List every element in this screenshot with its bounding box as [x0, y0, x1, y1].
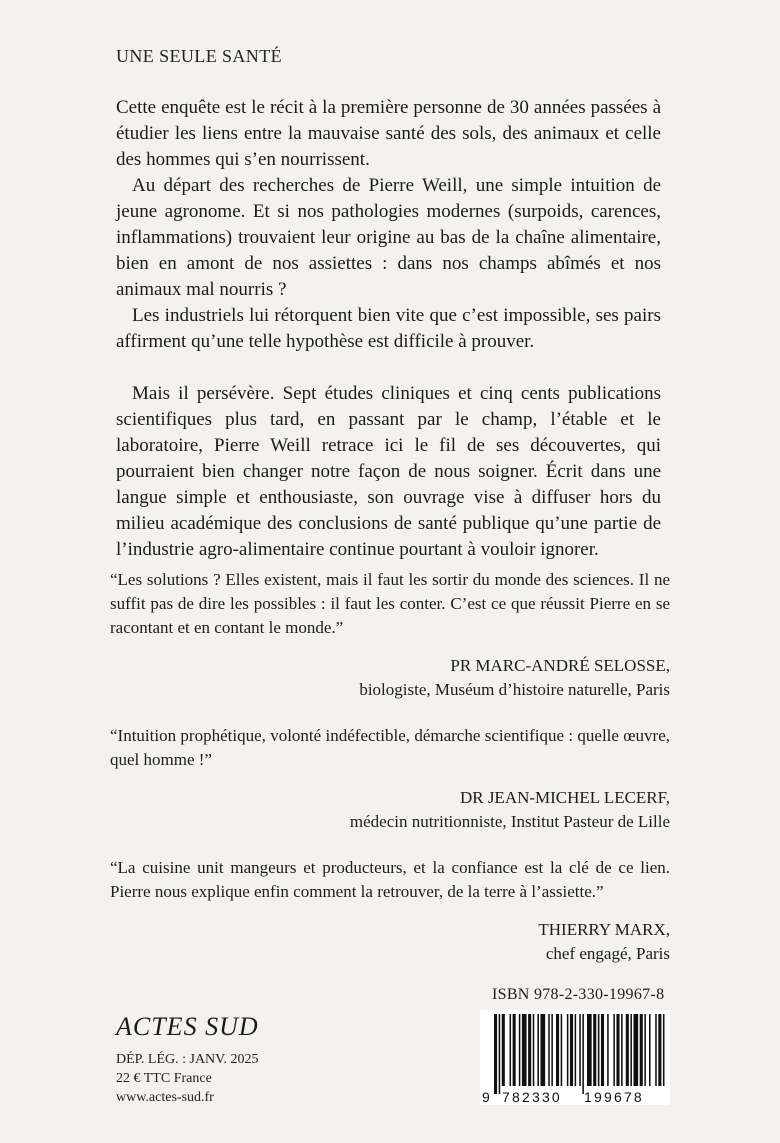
barcode-bar — [522, 1014, 527, 1086]
barcode-bar — [533, 1014, 535, 1086]
barcode-bar — [570, 1014, 573, 1086]
price: 22 € TTC France — [116, 1071, 212, 1086]
barcode-bar — [616, 1014, 619, 1086]
barcode-bar — [528, 1014, 531, 1086]
blurb-paragraph: Mais il persévère. Sept études cliniques et cinq cents publications scientifiques plus tard, en passant par le champ, l’étable et le laboratoire, Pierre Weill retrace ici le fil de ses découvertes, qui pourraient bien changer notre façon de nous soigner. Écrit dans une langue simple et enthousiaste, son ouvrage vise à diffuser hors du milieu académique des conclusions de santé publique qu’une partie de l’industrie agro-alimentaire continue pourtant à vouloir ignorer. — [116, 383, 661, 560]
barcode-bar — [593, 1014, 596, 1086]
endorsement-author: THIERRY MARX, — [538, 920, 670, 939]
endorsement — [110, 568, 670, 702]
publisher-logo: ACTES SUD — [116, 1012, 259, 1041]
barcode-bar — [613, 1014, 615, 1086]
barcode-bar — [556, 1014, 559, 1086]
barcode-bar — [537, 1014, 539, 1086]
barcode-bar — [510, 1014, 512, 1086]
endorsement-text: “Intuition prophétique, volonté indéfectible, démarche scientifique : quelle œuvre, quel homme !” — [110, 726, 670, 769]
endorsement-author: PR MARC-ANDRÉ SELOSSE, — [450, 656, 670, 675]
blurb-paragraph: Au départ des recherches de Pierre Weill, une simple intuition de jeune agronome. Et si nos pathologies modernes (surpoids, carences, inflammations) trouvaient leur origine au bas de la chaîne alimentaire, bien en amont de nos assiettes : dans nos champs abîmés et nos animaux mal nourris ? — [116, 175, 661, 300]
isbn-label: ISBN 978-2-330-19967-8 — [492, 986, 665, 1003]
barcode-bar — [513, 1014, 516, 1086]
barcode-bar — [649, 1014, 651, 1086]
barcode-bar — [640, 1014, 643, 1086]
barcode-bar — [626, 1014, 629, 1086]
imprint-info — [116, 1050, 258, 1107]
barcode-bar — [575, 1014, 577, 1086]
barcode-bar — [644, 1014, 646, 1086]
website-link[interactable]: www.actes-sud.fr — [116, 1090, 214, 1105]
barcode-digits-right: 199678 — [584, 1089, 644, 1105]
endorsement — [110, 856, 670, 966]
blurb — [116, 95, 661, 563]
barcode-bar — [561, 1014, 563, 1086]
barcode-graphic — [480, 1010, 670, 1105]
blurb-paragraph: Les industriels lui rétorquent bien vite que c’est impossible, ses pairs affirment qu’une telle hypothèse est difficile à prouver. — [116, 305, 661, 352]
barcode-bar — [499, 1014, 501, 1094]
barcode-bar — [630, 1014, 632, 1086]
barcode-bar — [621, 1014, 623, 1086]
barcode-bar — [551, 1014, 553, 1086]
barcode-bar — [658, 1014, 661, 1086]
barcode-bar — [663, 1014, 665, 1086]
barcode-bar — [601, 1014, 604, 1086]
barcode-bar — [567, 1014, 569, 1086]
barcode-digit-lead: 9 — [482, 1089, 490, 1105]
barcode-bar — [579, 1014, 581, 1086]
barcode-bar — [548, 1014, 550, 1086]
book-title: UNE SEULE SANTÉ — [116, 46, 282, 66]
barcode-bar — [607, 1014, 609, 1086]
barcode-bar — [541, 1014, 546, 1086]
barcode-bar — [598, 1014, 600, 1086]
endorsement-role: biologiste, Muséum d’histoire naturelle, Paris — [359, 680, 670, 699]
barcode-bar — [634, 1014, 639, 1086]
endorsement-text: “La cuisine unit mangeurs et producteurs, et la confiance est la clé de ce lien. Pierre nous explique enfin comment la retrouver, de la terre à l’assiette.” — [110, 858, 670, 901]
barcode-bar — [502, 1014, 505, 1086]
barcode-bar — [494, 1014, 497, 1094]
endorsements — [110, 568, 670, 988]
endorsement-role: médecin nutritionniste, Institut Pasteur de Lille — [349, 812, 670, 831]
barcode-bar — [519, 1014, 521, 1086]
endorsement-author: DR JEAN-MICHEL LECERF, — [459, 788, 670, 807]
endorsement-role: chef engagé, Paris — [545, 944, 670, 963]
barcode-bar — [587, 1014, 592, 1086]
endorsement — [110, 724, 670, 834]
barcode-digits-left: 782330 — [502, 1089, 562, 1105]
barcode — [480, 1010, 670, 1105]
legal-deposit: DÉP. LÉG. : JANV. 2025 — [116, 1052, 259, 1067]
barcode-bar — [655, 1014, 657, 1086]
blurb-paragraph: Cette enquête est le récit à la première personne de 30 années passées à étudier les liens entre la mauvaise santé des sols, des animaux et celle des hommes qui s’en nourrissent. — [116, 97, 661, 170]
barcode-bar — [582, 1014, 584, 1094]
endorsement-text: “Les solutions ? Elles existent, mais il faut les sortir du monde des sciences. Il ne suffit pas de dire les possibles : il faut les conter. C’est ce que réussit Pierre en se racontant et en contant le monde.” — [110, 570, 670, 637]
